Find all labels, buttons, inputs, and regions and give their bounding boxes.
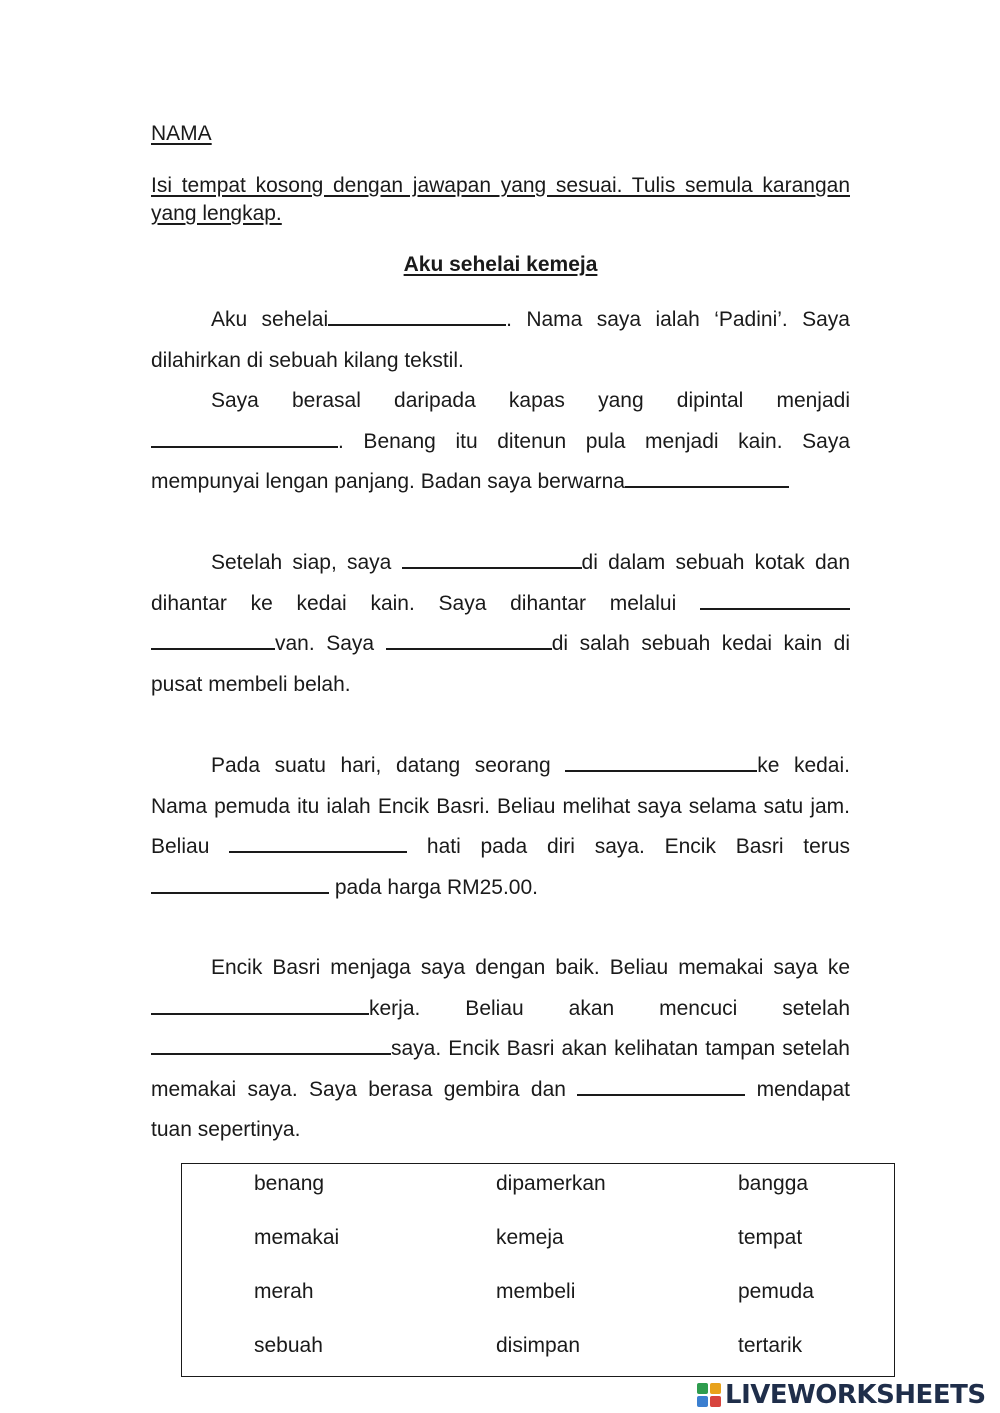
p5-text-d: mendapat tuan sepertinya.: [151, 1077, 850, 1141]
p1-text-a: Aku sehelai: [211, 308, 329, 331]
blank-1[interactable]: [328, 304, 506, 326]
blank-5b[interactable]: [151, 628, 275, 650]
p4-text-c: hati pada diri saya. Encik Basri terus: [407, 835, 850, 858]
word-bank-item: kemeja: [496, 1226, 564, 1249]
p3-text-a: Setelah siap, saya: [211, 551, 392, 574]
liveworksheets-logo: [697, 1380, 986, 1410]
word-bank-item: merah: [254, 1280, 314, 1303]
blank-12[interactable]: [577, 1074, 745, 1096]
p4-text-a: Pada suatu hari, datang seorang: [211, 754, 551, 777]
p5-text-a: Encik Basri menjaga saya dengan baik. Beliau memakai saya ke: [211, 956, 850, 979]
paragraph-1: [151, 300, 850, 381]
blank-8[interactable]: [229, 831, 407, 853]
p3-text-b: di dalam sebuah kotak dan dihantar ke kedai kain. Saya dihantar melalui: [151, 551, 850, 615]
p5-text-b: kerja. Beliau akan mencuci setelah: [369, 996, 850, 1020]
name-label: NAMA: [151, 122, 212, 145]
essay-title: Aku sehelai kemeja: [403, 253, 598, 276]
blank-2[interactable]: [151, 426, 338, 448]
blank-7[interactable]: [565, 750, 757, 772]
p1-text-b: . Nama saya ialah ‘Padini’. Saya dilahirkan di sebuah kilang tekstil.: [151, 308, 850, 372]
blank-10[interactable]: [151, 993, 369, 1015]
paragraph-5: [151, 948, 850, 1151]
word-bank-item: memakai: [254, 1226, 340, 1249]
blank-6[interactable]: [386, 628, 552, 650]
word-bank-item: tertarik: [738, 1334, 803, 1357]
word-bank-item: membeli: [496, 1280, 576, 1303]
p4-text-d: pada harga RM25.00.: [334, 875, 538, 899]
blank-5a[interactable]: [700, 588, 850, 610]
word-bank-item: benang: [254, 1172, 325, 1195]
p4-text-b: ke kedai. Nama pemuda itu ialah Encik Basri. Beliau melihat saya selama satu jam. Beliau: [151, 754, 850, 858]
word-bank-item: disimpan: [496, 1334, 581, 1357]
word-bank-item: dipamerkan: [496, 1172, 606, 1195]
word-bank-item: sebuah: [254, 1334, 323, 1357]
logo-grid-icon: [697, 1383, 721, 1407]
p5-text-c: saya. Encik Basri akan kelihatan tampan setelah memakai saya. Saya berasa gembira dan: [151, 1037, 850, 1101]
logo-square: [710, 1396, 721, 1407]
word-bank-item: tempat: [738, 1226, 803, 1249]
blank-11[interactable]: [151, 1033, 391, 1055]
logo-square: [697, 1383, 708, 1394]
paragraph-4: [151, 746, 850, 908]
logo-square: [697, 1396, 708, 1407]
blank-4[interactable]: [402, 547, 582, 569]
paragraph-3: [151, 543, 850, 705]
p3-text-c: van. Saya: [275, 632, 375, 655]
p2-text-a: Saya berasal daripada kapas yang dipintal menjadi: [211, 389, 850, 412]
word-bank-item: bangga: [738, 1172, 809, 1195]
paragraph-2: [151, 381, 850, 503]
blank-9[interactable]: [151, 872, 329, 894]
logo-text: LIVEWORKSHEETS: [725, 1380, 986, 1410]
blank-3[interactable]: [625, 466, 789, 488]
p3-text-d: di salah sebuah kedai kain di pusat membeli belah.: [151, 632, 850, 696]
logo-square: [710, 1383, 721, 1394]
word-bank-box: [181, 1163, 895, 1377]
word-bank-item: pemuda: [738, 1280, 814, 1303]
instruction-text: Isi tempat kosong dengan jawapan yang sesuai. Tulis semula karangan yang lengkap.: [151, 174, 850, 225]
p2-text-b: . Benang itu ditenun pula menjadi kain. Saya mempunyai lengan panjang. Badan saya berwarna: [151, 429, 850, 493]
